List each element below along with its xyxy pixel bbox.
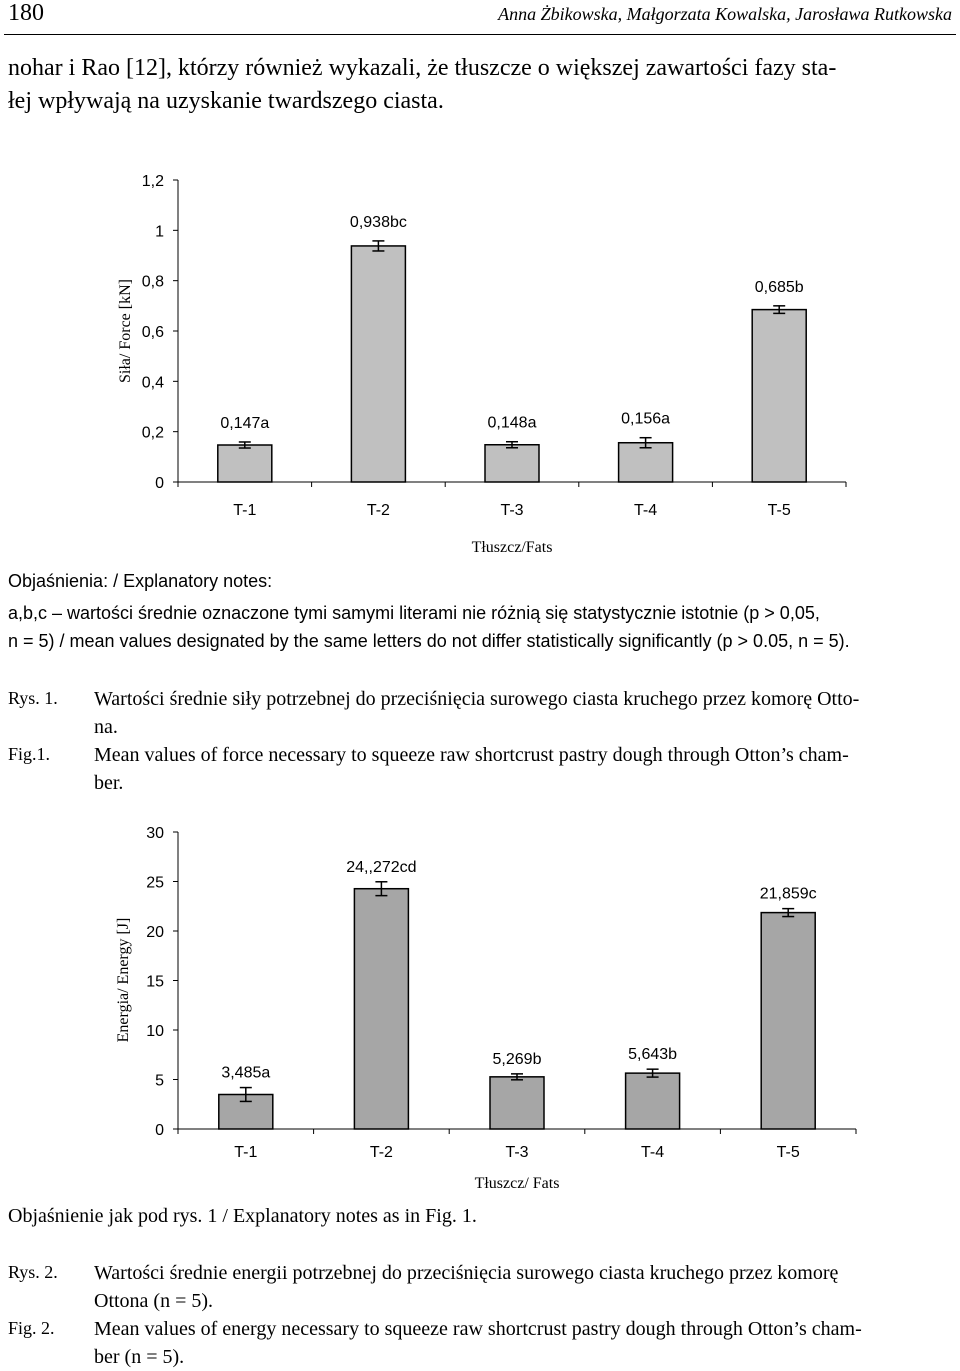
fig2-bar bbox=[490, 1077, 544, 1129]
figure-1-chart bbox=[0, 160, 960, 560]
header-rule bbox=[4, 34, 956, 35]
fig1-y-tick-label: 0,4 bbox=[141, 374, 164, 392]
fig2-data-label: 21,859c bbox=[759, 885, 817, 903]
fig2-caption-en bbox=[94, 1315, 954, 1371]
fig1-notes-line-2: n = 5) / mean values designated by the same letters do not differ statistically significantly (p > 0.05, n = 5). bbox=[8, 631, 850, 651]
fig2-data-label: 24,,272cd bbox=[346, 858, 417, 876]
fig2-x-tick-label: T-4 bbox=[641, 1144, 665, 1161]
intro-line-2: łej wpływają na uzyskanie twardszego ciasta. bbox=[8, 88, 444, 114]
fig2-data-label: 5,269b bbox=[492, 1050, 542, 1068]
fig2-caption-pl-line-1: Wartości średnie energii potrzebnej do przeciśnięcia surowego ciasta kruchego przez komorę bbox=[94, 1262, 839, 1284]
page-number: 180 bbox=[8, 0, 44, 26]
fig2-data-label: 3,485a bbox=[221, 1064, 271, 1082]
fig1-x-tick-label: T-1 bbox=[233, 502, 257, 519]
fig2-caption-en-line-1: Mean values of energy necessary to squeeze raw shortcrust pastry dough through Otton’s cham- bbox=[94, 1318, 862, 1340]
fig2-caption-pl bbox=[94, 1259, 954, 1315]
fig2-y-axis-title: Energia/ Energy [J] bbox=[115, 917, 132, 1043]
fig2-note: Objaśnienie jak pod rys. 1 / Explanatory notes as in Fig. 1. bbox=[8, 1205, 477, 1227]
fig1-notes-line-1: a,b,c – wartości średnie oznaczone tymi samymi literami nie różnią się statystycznie istotnie (p > 0,05, bbox=[8, 603, 820, 623]
fig1-bar bbox=[485, 445, 539, 482]
fig2-bar bbox=[354, 889, 408, 1129]
fig1-caption-en-line-1: Mean values of force necessary to squeeze raw shortcrust pastry dough through Otton’s cham- bbox=[94, 744, 849, 766]
fig2-y-tick-label: 10 bbox=[146, 1023, 164, 1040]
fig1-notes-text bbox=[8, 599, 952, 655]
fig1-bar bbox=[351, 246, 405, 482]
fig2-x-tick-label: T-5 bbox=[776, 1144, 800, 1161]
fig1-y-tick-label: 0,2 bbox=[141, 424, 164, 442]
fig2-caption-pl-label: Rys. 2. bbox=[8, 1262, 58, 1282]
fig2-bar bbox=[626, 1073, 680, 1129]
fig2-y-tick-label: 5 bbox=[155, 1072, 164, 1090]
fig1-y-tick-label: 0,6 bbox=[141, 324, 164, 341]
fig1-caption-pl-label: Rys. 1. bbox=[8, 688, 58, 708]
fig1-y-axis-title: Siła/ Force [kN] bbox=[117, 279, 134, 383]
fig1-y-tick-label: 0,8 bbox=[141, 273, 164, 291]
fig1-caption-pl bbox=[94, 685, 954, 741]
fig2-data-label: 5,643b bbox=[628, 1046, 678, 1064]
fig1-y-tick-label: 0 bbox=[155, 475, 164, 492]
fig1-y-tick-label: 1,2 bbox=[141, 173, 164, 190]
fig1-bar bbox=[752, 310, 806, 482]
fig1-x-tick-label: T-4 bbox=[634, 502, 658, 519]
fig2-x-axis-title: Tłuszcz/ Fats bbox=[474, 1175, 560, 1192]
fig2-caption-en-line-2: ber (n = 5). bbox=[94, 1346, 185, 1368]
fig1-x-tick-label: T-2 bbox=[366, 502, 390, 519]
fig2-x-tick-label: T-1 bbox=[234, 1144, 258, 1161]
fig2-x-tick-label: T-3 bbox=[505, 1144, 529, 1161]
fig1-caption-en-label: Fig.1. bbox=[8, 744, 51, 764]
fig1-data-label: 0,938bc bbox=[349, 213, 407, 231]
fig2-x-tick-label: T-2 bbox=[369, 1144, 393, 1161]
fig2-y-tick-label: 20 bbox=[146, 924, 164, 941]
fig2-caption-en-label: Fig. 2. bbox=[8, 1318, 55, 1338]
fig2-caption-pl-line-2: Ottona (n = 5). bbox=[94, 1290, 214, 1312]
fig2-y-tick-label: 0 bbox=[155, 1122, 164, 1139]
fig1-notes-title: Objaśnienia: / Explanatory notes: bbox=[8, 571, 273, 591]
fig1-data-label: 0,685b bbox=[754, 278, 804, 296]
intro-paragraph bbox=[8, 52, 952, 118]
fig1-bar bbox=[218, 445, 272, 482]
fig2-y-tick-label: 30 bbox=[146, 825, 164, 842]
fig1-x-tick-label: T-3 bbox=[500, 502, 524, 519]
fig2-y-tick-label: 25 bbox=[146, 874, 164, 892]
fig1-data-label: 0,147a bbox=[220, 414, 270, 432]
fig1-x-axis-title: Tłuszcz/Fats bbox=[471, 539, 553, 556]
fig1-data-label: 0,148a bbox=[487, 414, 537, 432]
fig1-caption-pl-line-2: na. bbox=[94, 716, 118, 738]
fig1-bar bbox=[619, 443, 673, 482]
fig1-caption-pl-line-1: Wartości średnie siły potrzebnej do przeciśnięcia surowego ciasta kruchego przez komorę Otto- bbox=[94, 688, 860, 710]
fig1-caption-en-line-2: ber. bbox=[94, 772, 124, 794]
fig2-y-tick-label: 15 bbox=[146, 973, 164, 991]
figure-2-chart bbox=[0, 815, 960, 1195]
fig1-caption-en bbox=[94, 741, 954, 797]
fig2-bar bbox=[761, 913, 815, 1129]
fig1-data-label: 0,156a bbox=[621, 410, 671, 428]
fig1-y-tick-label: 1 bbox=[155, 223, 164, 241]
fig1-x-tick-label: T-5 bbox=[767, 502, 791, 519]
intro-line-1: nohar i Rao [12], którzy również wykazali, że tłuszcze o większej zawartości fazy sta- bbox=[8, 55, 837, 81]
running-header-authors: Anna Żbikowska, Małgorzata Kowalska, Jarosława Rutkowska bbox=[498, 4, 952, 24]
